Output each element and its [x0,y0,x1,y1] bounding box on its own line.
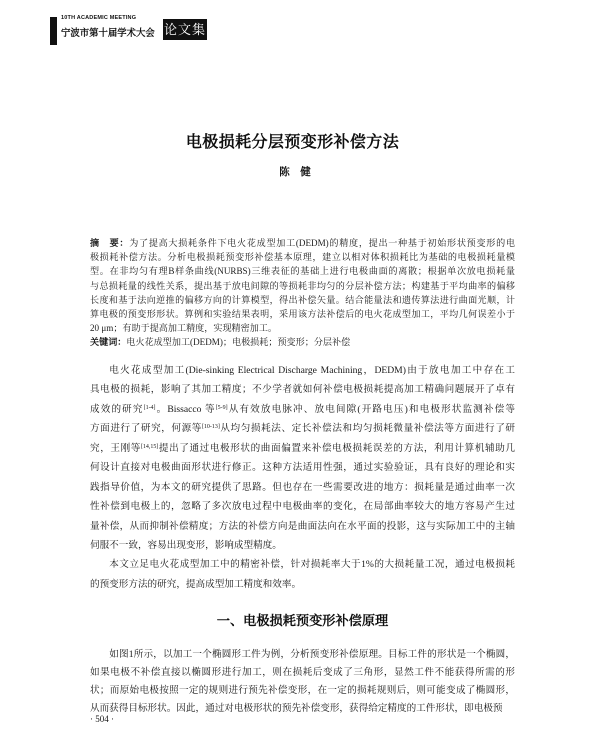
body-line [90,682,515,700]
abstract-line [90,250,515,264]
line-text: 量补偿，从而抑制补偿精度；方法的补偿方向是曲面法向在水平面的投影，这与实际加工中的主轴 [90,520,515,532]
line-text: 具电极的损耗，影响了其加工精度；不少学者就如何补偿电极损耗提高加工精确问题展开了卓有 [90,384,515,396]
line-text: 20 μm；有助于提高加工精度，实现精密加工。 [90,323,278,334]
citation-superscript: [14,15] [140,443,159,450]
logo-meeting-cn: 宁波市第十届学术大会 [61,28,155,39]
logo-bar [50,17,57,45]
body-line [90,575,515,594]
paper-title: 电极损耗分层预变形补偿方法 [185,134,400,151]
body-line [90,497,515,516]
line-text: 何设计直接对电极曲面形状进行修正。这种方法适用性强，通过实验验证，具有良好的理论和实 [90,462,515,474]
abstract-label: 摘 要： [90,238,130,248]
body-line [90,439,515,458]
abstract-body [90,236,515,335]
line-text: 提出了通过电极形状的曲面偏置来补偿电极损耗误差的方法，利用计算机辅助几 [158,442,515,454]
abstract-line [90,236,515,250]
line-text: 从而获得目标形状。因此，通过对电极形状的预先补偿变形，获得给定精度的工件形状，即电极预 [90,703,503,714]
line-text: 状；而原始电极按照一定的规则进行预先补偿变形，在一定的损耗规则后，则可能变成了椭圆形， [90,685,515,696]
section-heading: 一、电极损耗预变形补偿原理 [216,613,389,628]
line-text: 与总损耗量的线性关系，提出基于放电间隙的等损耗非均匀的分层补偿方法；构建基于平均曲率的偏移 [90,280,515,291]
body-line [90,700,515,718]
body-line [90,664,515,682]
line-text: 成效的研究 [90,403,144,415]
body-line [90,555,515,574]
citation-superscript: [1-4] [143,404,156,411]
line-text: 如果电极不补偿直接以椭圆形进行加工，则在损耗后变成了三角形，显然工件不能获得所需的形 [90,667,515,678]
line-text: 究，王刚等 [90,442,141,454]
conference-logo [50,13,210,47]
line-text: 的预变形方法的研究，提高成型加工精度和效率。 [90,578,302,590]
line-text: 型。在非均匀有理B样条曲线(NURBS)三维表征的基础上进行电极曲面的离散；根据单次放电损耗量 [90,266,515,277]
line-text: 从均匀损耗法、定长补偿法和均匀损耗微量补偿法等方面进行了研 [219,423,515,435]
line-text: 算电极的预变形形状。算例和实验结果表明，采用该方法补偿后的电火花成型加工，平均几何误差小于 [90,308,515,319]
line-text: 伺服不一致，容易出现变形，影响成型精度。 [90,539,282,551]
line-text: 践指导价值，为本文的研究提供了思路。但也存在一些需要改进的地方：损耗量是通过曲率一次 [90,481,515,493]
abstract-line [90,293,515,307]
body-line [90,400,515,419]
keywords-text: 电火花成型加工(DEDM)；电极损耗；预变形；分层补偿 [126,337,351,348]
line-text: 长度和基于法向逆推的偏移方向的计算模型，得出补偿矢量。结合能量法和遗传算法进行曲面光顺，计 [90,294,515,305]
body-line [90,478,515,497]
body-line [90,361,515,380]
logo-collection-label: 论文集 [163,19,207,40]
line-text: 电火花成型加工(Die-sinking Electrical Discharge Machining，DEDM)由于放电加工中存在工 [109,365,515,376]
page-number: · 504 · [90,714,114,724]
keywords-label: 关键词： [90,337,127,348]
body-line [90,646,515,664]
abstract [90,236,515,350]
abstract-line [90,307,515,321]
abstract-line [90,321,515,335]
abstract-line [90,279,515,293]
body-line [90,536,515,555]
line-text: 为了提高大损耗条件下电火花成型加工(DEDM)的精度，提出一种基于初始形状预变形的电 [129,238,515,248]
logo-meeting-en: 10TH ACADEMIC MEETING [61,15,137,21]
line-text: 。Bissacco 等 [155,403,216,415]
intro-text [90,361,515,594]
line-text: 如图1所示，以加工一个椭圆形工件为例，分析预变形补偿原理。目标工件的形状是一个椭圆， [109,649,515,660]
abstract-line [90,264,515,278]
line-text: 本文立足电火花成型加工中的精密补偿，针对损耗率大于1%的大损耗量工况，通过电极损耗 [109,559,515,571]
body-line [90,458,515,477]
citation-superscript: [5-9] [215,404,228,411]
body-line [90,517,515,536]
body-line [90,380,515,399]
paper-author: 陈 健 [279,167,311,178]
line-text: 性补偿到电极上的，忽略了多次放电过程中电极曲率的变化，在局部曲率较大的地方容易产生过 [90,501,515,513]
line-text: 从有效放电脉冲、放电间隙(开路电压)和电极形状监测补偿等 [227,403,515,415]
citation-superscript: [10-13] [201,424,220,431]
section-text [90,646,515,718]
line-text: 方面进行了研究，何源等 [90,423,202,435]
body-line [90,419,515,438]
keywords-line [90,335,515,349]
line-text: 极损耗补偿方法。分析电极损耗预变形补偿基本原理，建立以相对体积损耗比为基础的电极损耗量模 [90,252,515,263]
